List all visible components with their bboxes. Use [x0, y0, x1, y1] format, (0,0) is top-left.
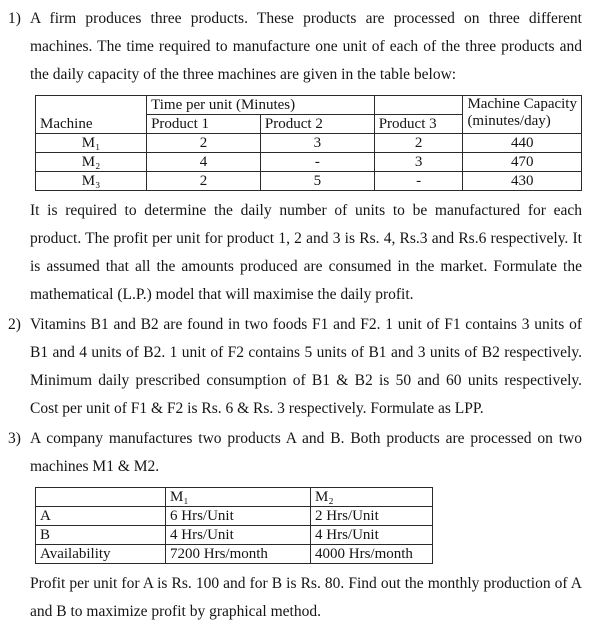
capacity-unit-line: (minutes/day): [467, 113, 551, 129]
problem-1-intro: A firm produces three products. These products are processed on three different machines. The time required to manufacture one unit of each of the three products and the daily capacity of the three machines are given in the table below:: [30, 10, 582, 83]
problem-1: [8, 5, 582, 309]
product2-header-cell: Product 2: [260, 115, 374, 134]
table-cell: 2: [147, 172, 261, 191]
table-cell: -: [260, 153, 374, 172]
row-label-cell: Availability: [36, 545, 166, 564]
table-cell: 4 Hrs/Unit: [311, 526, 433, 545]
table-row: [36, 507, 433, 526]
table-row: [36, 134, 582, 153]
machine-name-cell: M₃: [36, 172, 147, 191]
table-row: [36, 153, 582, 172]
problem-3: [8, 425, 582, 626]
capacity-value-cell: 440: [463, 134, 582, 153]
table-row: [36, 526, 433, 545]
problem-3-number: 3): [8, 430, 21, 447]
table-cell: 4000 Hrs/month: [311, 545, 433, 564]
capacity-value-cell: 430: [463, 172, 582, 191]
machine-name-cell: M₁: [36, 134, 147, 153]
table-row: [36, 488, 433, 507]
row-label-cell: A: [36, 507, 166, 526]
products-machines-table: [35, 487, 433, 564]
table-cell: 4: [147, 153, 261, 172]
problem-1-followup: It is required to determine the daily number of units to be manufactured for each product. The profit per unit for product 1, 2 and 3 is Rs. 4, Rs.3 and Rs.6 respectively. It is assumed that all the amounts produced are consumed in the market. Formulate the mathematical (L.P.) model that will maximise the daily profit.: [30, 202, 582, 303]
m2-header-cell: M₂: [311, 488, 433, 507]
problem-3-intro: A company manufactures two products A and B. Both products are processed on two machines M1 & M2.: [30, 430, 582, 475]
capacity-value-cell: 470: [463, 153, 582, 172]
m1-header-cell: M₁: [166, 488, 311, 507]
row-label-cell: B: [36, 526, 166, 545]
machine-capacity-table: [35, 95, 582, 191]
table-cell: 6 Hrs/Unit: [166, 507, 311, 526]
table-cell: -: [374, 172, 463, 191]
table-cell: 7200 Hrs/month: [166, 545, 311, 564]
table-cell: 4 Hrs/Unit: [166, 526, 311, 545]
problem-1-number: 1): [8, 10, 21, 27]
problem-3-followup: Profit per unit for A is Rs. 100 and for B is Rs. 80. Find out the monthly production of A and B to maximize profit by graphical method.: [30, 575, 582, 620]
capacity-header-line: Machine Capacity: [467, 96, 577, 112]
empty-cell: [36, 488, 166, 507]
table-row: [36, 96, 582, 115]
product1-header-cell: Product 1: [147, 115, 261, 134]
empty-cell: [374, 96, 463, 115]
table-cell: 3: [260, 134, 374, 153]
table-cell: 3: [374, 153, 463, 172]
problem-2: [8, 311, 582, 423]
machine-capacity-header-cell: [463, 96, 582, 134]
machine-name-cell: M₂: [36, 153, 147, 172]
product3-header-cell: Product 3: [374, 115, 463, 134]
time-per-unit-header-cell: Time per unit (Minutes): [147, 96, 375, 115]
table-row: [36, 172, 582, 191]
problem-2-number: 2): [8, 316, 21, 333]
table-cell: 2: [147, 134, 261, 153]
table-cell: 5: [260, 172, 374, 191]
machine-label-cell: Machine: [36, 96, 147, 134]
table-cell: 2: [374, 134, 463, 153]
table-row: [36, 545, 433, 564]
table-cell: 2 Hrs/Unit: [311, 507, 433, 526]
problem-2-text: Vitamins B1 and B2 are found in two foods F1 and F2. 1 unit of F1 contains 3 units of B1 and 4 units of B2. 1 unit of F2 contains 5 units of B1 and 3 units of B2 respectively. Minimum daily prescribed consumption of B1 & B2 is 50 and 60 units respectively. Cost per unit of F1 & F2 is Rs. 6 & Rs. 3 respectively. Formulate as LPP.: [30, 316, 582, 417]
